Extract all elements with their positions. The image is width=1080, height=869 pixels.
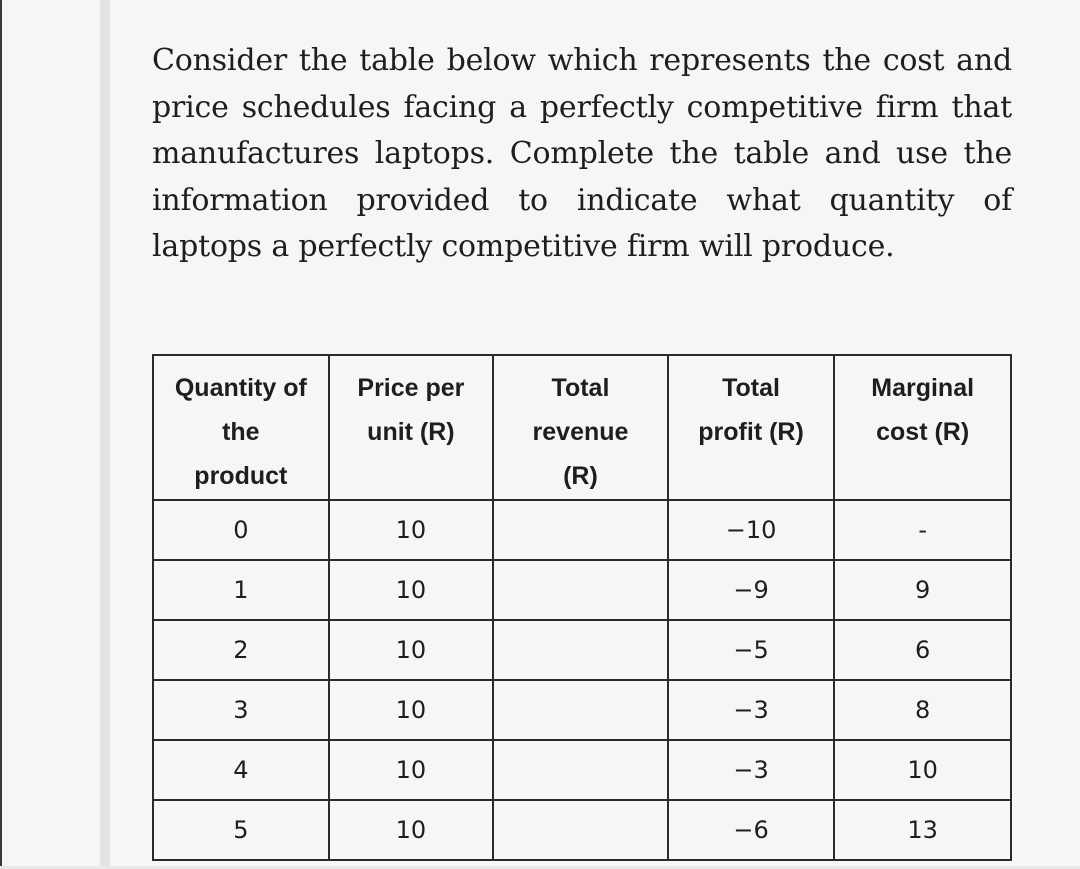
table-row <box>153 800 1011 860</box>
cell-marginal-cost: 6 <box>834 620 1011 680</box>
header-price <box>329 355 494 500</box>
left-margin-bar <box>100 0 110 869</box>
cell-price: 10 <box>329 680 494 740</box>
header-mc-line-1: Marginal <box>871 374 975 402</box>
table-header-row <box>153 355 1011 500</box>
cell-total-revenue <box>493 560 668 620</box>
window-left-edge <box>0 0 2 869</box>
cell-total-profit: −10 <box>668 500 835 560</box>
cell-total-profit: −3 <box>668 740 835 800</box>
header-marginal-cost <box>834 355 1011 500</box>
cell-price: 10 <box>329 500 494 560</box>
cell-total-revenue <box>493 800 668 860</box>
cell-total-revenue <box>493 680 668 740</box>
cell-price: 10 <box>329 620 494 680</box>
table-row <box>153 500 1011 560</box>
header-revenue-line-1: Total <box>551 374 610 402</box>
header-total-profit <box>668 355 835 500</box>
table-row <box>153 620 1011 680</box>
header-total-revenue <box>493 355 668 500</box>
header-mc-line-2: cost (R) <box>876 418 970 446</box>
cell-total-revenue <box>493 500 668 560</box>
header-quantity-line-2: the <box>222 418 260 446</box>
cell-quantity: 5 <box>153 800 329 860</box>
cell-price: 10 <box>329 800 494 860</box>
cell-total-revenue <box>493 620 668 680</box>
header-revenue-line-3: (R) <box>563 462 598 490</box>
cell-total-profit: −6 <box>668 800 835 860</box>
cell-total-profit: −3 <box>668 680 835 740</box>
header-profit-line-2: profit (R) <box>698 418 804 446</box>
header-quantity <box>153 355 329 500</box>
cell-price: 10 <box>329 740 494 800</box>
cell-quantity: 4 <box>153 740 329 800</box>
cell-quantity: 1 <box>153 560 329 620</box>
cell-total-profit: −5 <box>668 620 835 680</box>
cell-total-revenue <box>493 740 668 800</box>
cell-marginal-cost: 9 <box>834 560 1011 620</box>
table-row <box>153 560 1011 620</box>
cell-quantity: 3 <box>153 680 329 740</box>
cell-total-profit: −9 <box>668 560 835 620</box>
cell-quantity: 0 <box>153 500 329 560</box>
header-profit-line-1: Total <box>722 374 780 402</box>
header-quantity-line-3: product <box>194 462 288 490</box>
cell-marginal-cost: 10 <box>834 740 1011 800</box>
cell-price: 10 <box>329 560 494 620</box>
header-price-line-2: unit (R) <box>367 418 455 446</box>
header-quantity-line-1: Quantity of <box>174 374 307 402</box>
header-price-line-1: Price per <box>357 374 465 402</box>
table-row <box>153 740 1011 800</box>
table-row <box>153 680 1011 740</box>
cell-marginal-cost: 13 <box>834 800 1011 860</box>
question-text: Consider the table below which represents the cost and price schedules facing a perfectly competitive firm that manufactures laptops. Complete the table and use the information provided to indicate what quantity of laptops a perfectly competitive firm will produce. <box>152 43 1012 264</box>
cost-price-schedule-table <box>152 354 1012 861</box>
cell-marginal-cost: - <box>834 500 1011 560</box>
cell-marginal-cost: 8 <box>834 680 1011 740</box>
cell-quantity: 2 <box>153 620 329 680</box>
header-revenue-line-2: revenue <box>532 418 629 446</box>
